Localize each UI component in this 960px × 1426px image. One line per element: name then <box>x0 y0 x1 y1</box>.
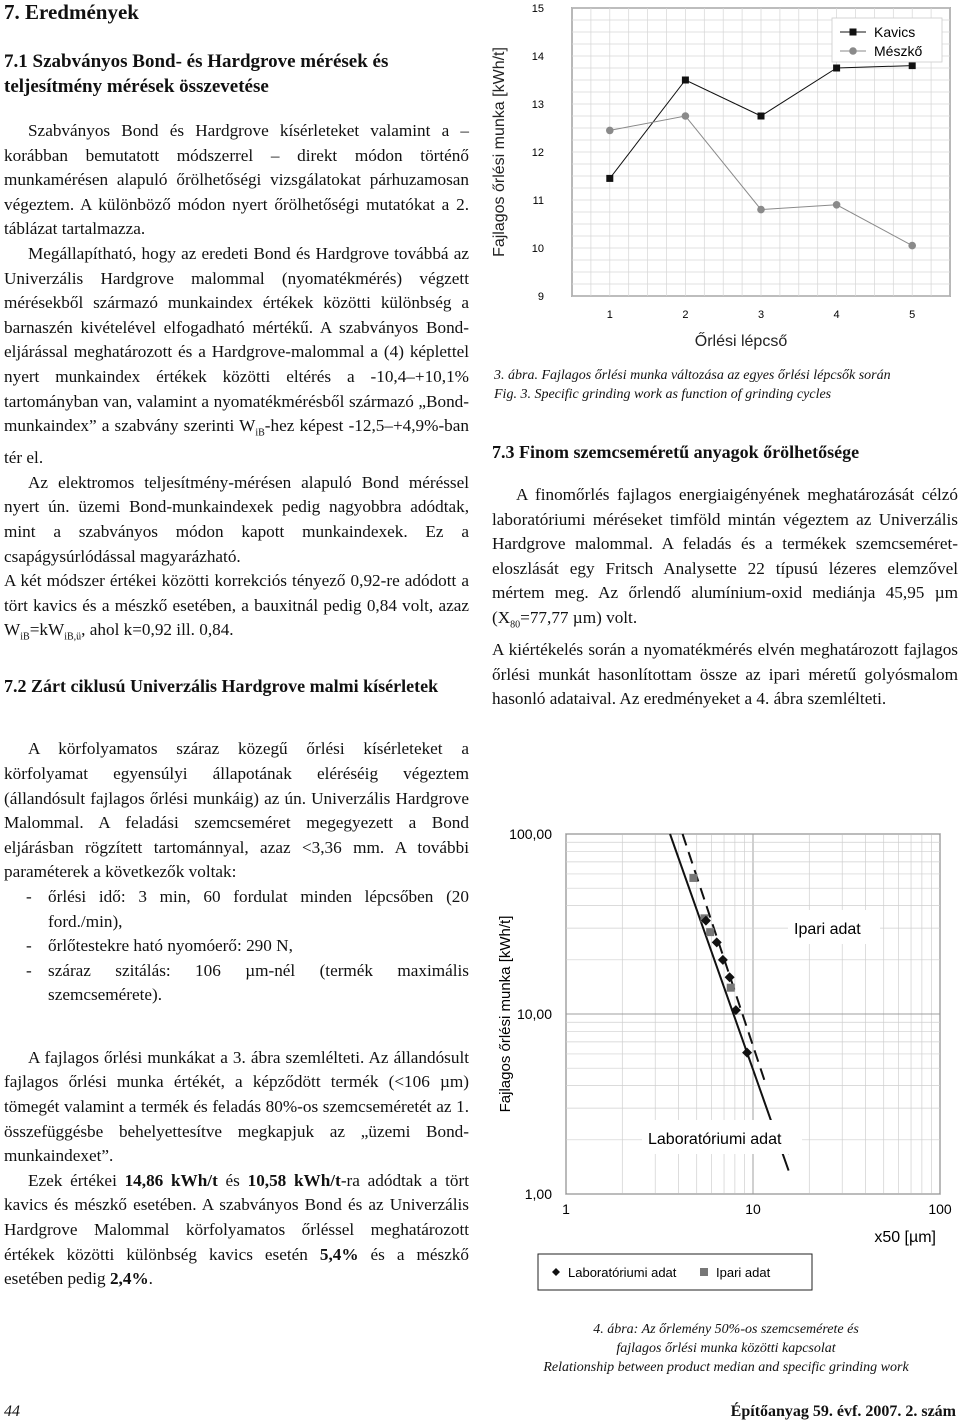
s72-diff-meszko: 2,4% <box>109 1269 149 1289</box>
data-point <box>833 201 841 209</box>
s71-p4-sub2: iB,ü <box>64 631 82 643</box>
figure-4-caption-line-3: Relationship between product median and specific grinding work <box>543 1360 909 1375</box>
section-7-1-title: 7.1 Szabványos Bond- és Hardgrove mérések és teljesítmény mérések összevetése <box>4 51 389 97</box>
s73-paragraph-1 <box>492 483 958 638</box>
data-point <box>909 62 916 69</box>
x-tick-label: 100 <box>928 1201 952 1217</box>
annotation-label: Ipari adat <box>794 921 861 938</box>
journal-footer: Építőanyag 59. évf. 2007. 2. szám <box>730 1403 956 1420</box>
figure-4-caption <box>494 1320 958 1377</box>
x-axis-label: x50 [µm] <box>874 1229 936 1246</box>
y-tick-label: 15 <box>531 3 544 15</box>
s71-p4-text: A két módszer értékei közötti korrekciós tényező 0,92-re adódott a tört kavics és a mészkő esetében, a bauxitnál pedig 0,84 volt, azaz W <box>4 571 469 640</box>
annotation-label: Laboratóriumi adat <box>648 1131 782 1148</box>
s73-paragraph-2: A kiértékelés során a nyomatékmérés elvén meghatározott fajlagos őrlési munkát hasonlítottam össze az ipari méretű golyósmalom hasonló adataival. Az eredményeket a 4. ábra szemlélteti. <box>492 640 958 709</box>
x-tick-label: 1 <box>562 1201 570 1217</box>
s71-paragraph-3: Az elektromos teljesítmény-mérésen alapuló Bond méréssel nyert ún. üzemi Bond-munkaindexek pedig nagyobbra adódtak, mint a szabványos módon kapott munkaindexek. Ez a csapágysúrlódással magyarázható. <box>4 472 469 566</box>
s71-paragraph-4 <box>4 569 469 650</box>
left-column <box>4 0 469 1292</box>
data-point <box>682 112 690 120</box>
data-point <box>833 65 840 72</box>
legend-marker <box>849 47 857 55</box>
s72-p3-c: és <box>217 1170 248 1190</box>
data-point <box>908 242 916 250</box>
s72-value-kavics: 14,86 kWh/t <box>124 1170 218 1190</box>
y-axis-label: Fajlagos őrlési munka [kWh/t] <box>491 47 508 257</box>
y-tick-label: 11 <box>532 195 544 207</box>
section-7-2-title: 7.2 Zárt ciklusú Univerzális Hardgrove malmi kísérletek <box>4 676 439 697</box>
data-point <box>682 77 689 84</box>
legend-marker <box>700 1268 708 1276</box>
s73-p1-sub: 80 <box>510 619 521 631</box>
y-tick-label: 10 <box>531 243 544 255</box>
x-tick-label: 4 <box>833 309 840 321</box>
data-point <box>606 127 614 135</box>
list-item: - őrlési idő: 3 min, 60 fordulat minden lépcsőben (20 ford./min), <box>26 885 469 934</box>
s72-p3-d: -ra adódtak a tört kavics és mészkő esetében. A szabványos Bond és az Univerzális Hardgrove Malommal körfolyamatos őrléssel meghatározott értékek közötti különbség kavics esetén <box>4 1170 469 1264</box>
s73-p1-text-end: =77,77 µm) volt. <box>520 607 638 627</box>
s73-p1-text: A finomőrlés fajlagos energiaigényének meghatározását célzó laboratóriumi méréseket timföld mintán végeztem az Univerzális Hardgrove malommal. A feladás és a termékek szemcseméret-eloszlását egy Fritsch Analysette 22 típusú lézeres elemzővel mértem meg. Az őrlendő alumínium-oxid mediánja 45,95 µm (X <box>492 485 958 627</box>
list-item: - száraz szitálás: 106 µm-nél (termék maximális szemcsemérete). <box>26 959 469 1008</box>
legend-label: Laboratóriumi adat <box>568 1265 677 1280</box>
s71-p4-mid: =kW <box>29 620 65 640</box>
s71-p4-sub1: iB <box>20 631 30 643</box>
s72-diff-kavics: 5,4% <box>319 1244 359 1264</box>
figure-4-caption-line-2: fajlagos őrlési munka közötti kapcsolat <box>616 1341 836 1356</box>
data-point <box>727 984 735 992</box>
s72-p3-e: és a mészkő esetében pedig <box>4 1244 469 1289</box>
legend-label: Kavics <box>874 24 916 40</box>
s71-paragraph-2 <box>4 242 469 471</box>
figure-4-chart <box>484 812 960 1312</box>
x-tick-label: 3 <box>757 309 765 321</box>
figure-3-caption <box>494 366 958 404</box>
y-tick-label: 13 <box>531 99 544 111</box>
x-axis-label: Őrlési lépcső <box>694 333 788 350</box>
y-axis-label: Fajlagos őrlési munka [kWh/t] <box>497 915 514 1113</box>
list-item: - őrlőtestekre ható nyomóerő: 290 N, <box>26 934 469 959</box>
data-point <box>689 874 697 882</box>
figure-3-caption-en: Fig. 3. Specific grinding work as function of grinding cycles <box>494 387 832 402</box>
s72-p3-f: . <box>148 1269 153 1289</box>
right-column <box>492 440 958 712</box>
y-tick-label: 12 <box>531 147 544 159</box>
y-tick-label: 14 <box>531 51 544 63</box>
s71-p2-text: Megállapítható, hogy az eredeti Bond és Hardgrove továbbá az Univerzális Hardgrove malommal (nyomatékmérés) végzett mérésekből származó munkaindex értékek közötti különbség a barnaszén kivételével elfogadható mértékű. A szabványos Bond-eljárással meghatározott és a Hardgrove-malommal a (4) képlettel nyert munkaindex értékek közötti eltérés a -10,4–+10,1% tartományban van, valamint a nyomatékmérésből származó „Bond-munkaindex” a szabvány szerinti W <box>4 243 469 436</box>
y-tick-label: 10,00 <box>516 1006 552 1022</box>
s72-paragraph-3 <box>4 1169 469 1292</box>
section-7-3-title: 7.3 Finom szemcseméretű anyagok őrölhetősége <box>492 442 860 462</box>
section-title: 7. Eredmények <box>4 0 139 24</box>
y-tick-label: 9 <box>537 291 544 303</box>
figure-3-chart <box>484 0 960 360</box>
y-tick-label: 100,00 <box>509 826 552 842</box>
s72-parameter-list <box>4 885 469 1008</box>
x-tick-label: 10 <box>745 1201 761 1217</box>
page-number: 44 <box>4 1403 20 1420</box>
figure-4-caption-line-1: 4. ábra: Az őrlemény 50%-os szemcsemérete és <box>593 1322 859 1337</box>
s72-value-meszko: 10,58 kWh/t <box>247 1170 341 1190</box>
s72-paragraph-1: A körfolyamatos száraz közegű őrlési kísérleteket a körfolyamat egyensúlyi állapotának eléréséig végeztem (állandósult fajlagos őrlési munkáig) az ún. Univerzális Hardgrove Malommal. A feladási szemcseméret megegyezett a Bond eljárásban rögzített tartománnyal, azaz <3,36 mm. A további paraméterek a következők voltak: <box>4 739 469 882</box>
s72-paragraph-2: A fajlagos őrlési munkákat a 3. ábra szemlélteti. Az állandósult fajlagos őrlési munka értékét, a képződött termék (<106 µm) tömegét valamint a termék és feladás 80%-os szemcseméretét az 1. összefüggésbe behelyettesítve megkapjuk az „üzemi Bond-munkaindexet”. <box>4 1047 469 1166</box>
data-point <box>757 206 765 214</box>
s71-paragraph-1: Szabványos Bond és Hardgrove kísérleteket valamint a – korábban bemutatott módszerrel – direkt módon történő munkamérésen alapuló őrölhetőségi vizsgálatokat párhuzamosan végeztem. A különböző módon nyert őrölhetőségi mutatókat a 2. táblázat tartalmazza. <box>4 121 469 239</box>
x-tick-label: 2 <box>682 309 689 321</box>
data-point <box>606 175 613 182</box>
legend-marker <box>850 29 857 36</box>
data-point <box>706 928 714 936</box>
legend-label: Mészkő <box>874 43 923 59</box>
data-point <box>758 113 765 120</box>
y-tick-label: 1,00 <box>524 1186 552 1202</box>
x-tick-label: 5 <box>909 309 916 321</box>
legend-label: Ipari adat <box>716 1265 771 1280</box>
s71-p2-sub: iB <box>255 427 265 439</box>
x-tick-label: 1 <box>606 309 613 321</box>
figure-3-caption-hu: 3. ábra. Fajlagos őrlési munka változása az egyes őrlési lépcsők során <box>494 368 891 383</box>
s71-p4-text-end: , ahol k=0,92 ill. 0,84. <box>81 620 234 640</box>
s71-p2-text-end: -hez képest -12,5–+4,9%-ban tér el. <box>4 416 469 468</box>
s72-p3-a: Ezek értékei <box>28 1170 125 1190</box>
